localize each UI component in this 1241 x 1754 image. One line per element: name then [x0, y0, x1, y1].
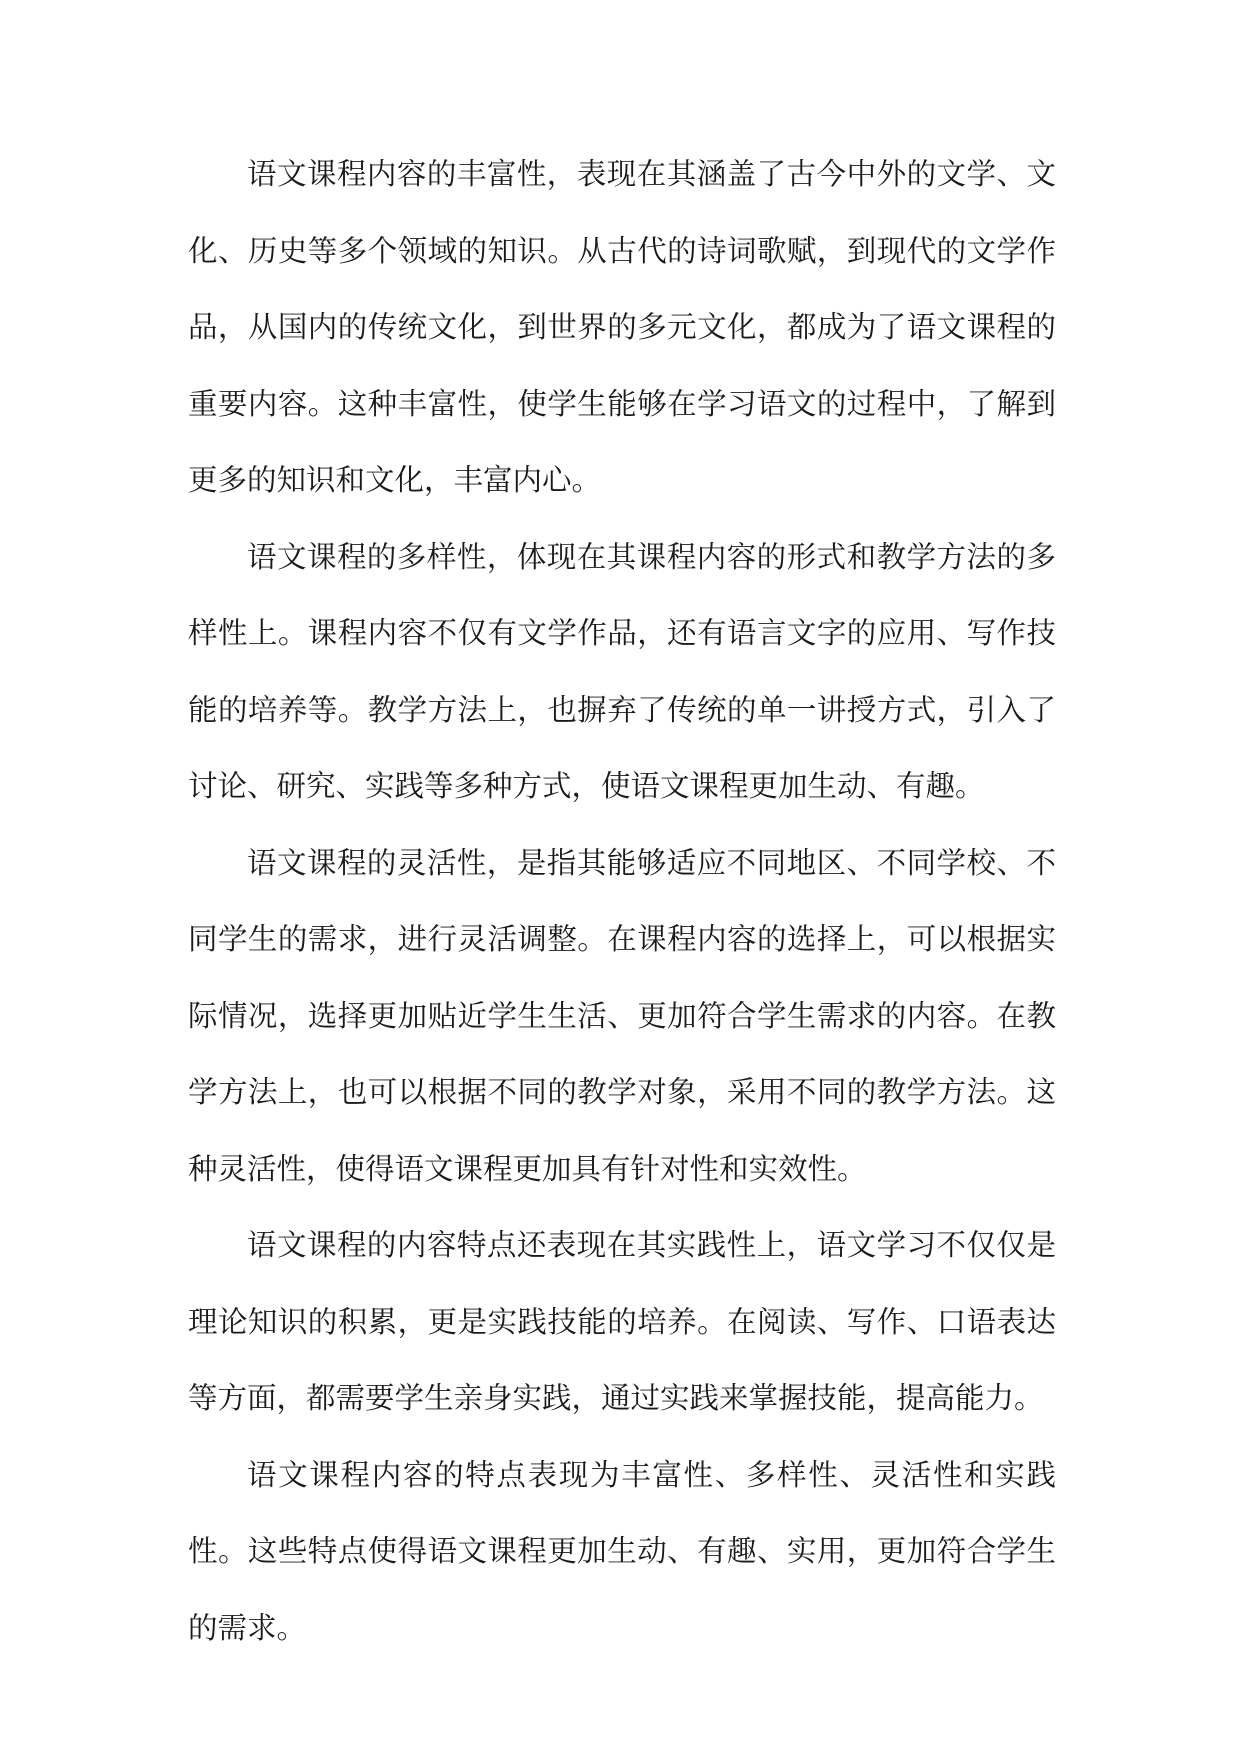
document-body [188, 136, 1056, 1666]
paragraph-richness: 语文课程内容的丰富性，表现在其涵盖了古今中外的文学、文化、历史等多个领域的知识。从古代的诗词歌赋，到现代的文学作品，从国内的传统文化，到世界的多元文化，都成为了语文课程的重要内容。这种丰富性，使学生能够在学习语文的过程中，了解到更多的知识和文化，丰富内心。 [188, 157, 1056, 497]
paragraph-summary: 语文课程内容的特点表现为丰富性、多样性、灵活性和实践性。这些特点使得语文课程更加生动、有趣、实用，更加符合学生的需求。 [188, 1457, 1056, 1645]
paragraph-practicality: 语文课程的内容特点还表现在其实践性上，语文学习不仅仅是理论知识的积累，更是实践技能的培养。在阅读、写作、口语表达等方面，都需要学生亲身实践，通过实践来掌握技能，提高能力。 [188, 1228, 1056, 1415]
paragraph-diversity: 语文课程的多样性，体现在其课程内容的形式和教学方法的多样性上。课程内容不仅有文学作品，还有语言文字的应用、写作技能的培养等。教学方法上，也摒弃了传统的单一讲授方式，引入了讨论、研究、实践等多种方式，使语文课程更加生动、有趣。 [188, 539, 1056, 803]
paragraph-flexibility: 语文课程的灵活性，是指其能够适应不同地区、不同学校、不同学生的需求，进行灵活调整。在课程内容的选择上，可以根据实际情况，选择更加贴近学生生活、更加符合学生需求的内容。在教学方法上，也可以根据不同的教学对象，采用不同的教学方法。这种灵活性，使得语文课程更加具有针对性和实效性。 [188, 845, 1056, 1186]
